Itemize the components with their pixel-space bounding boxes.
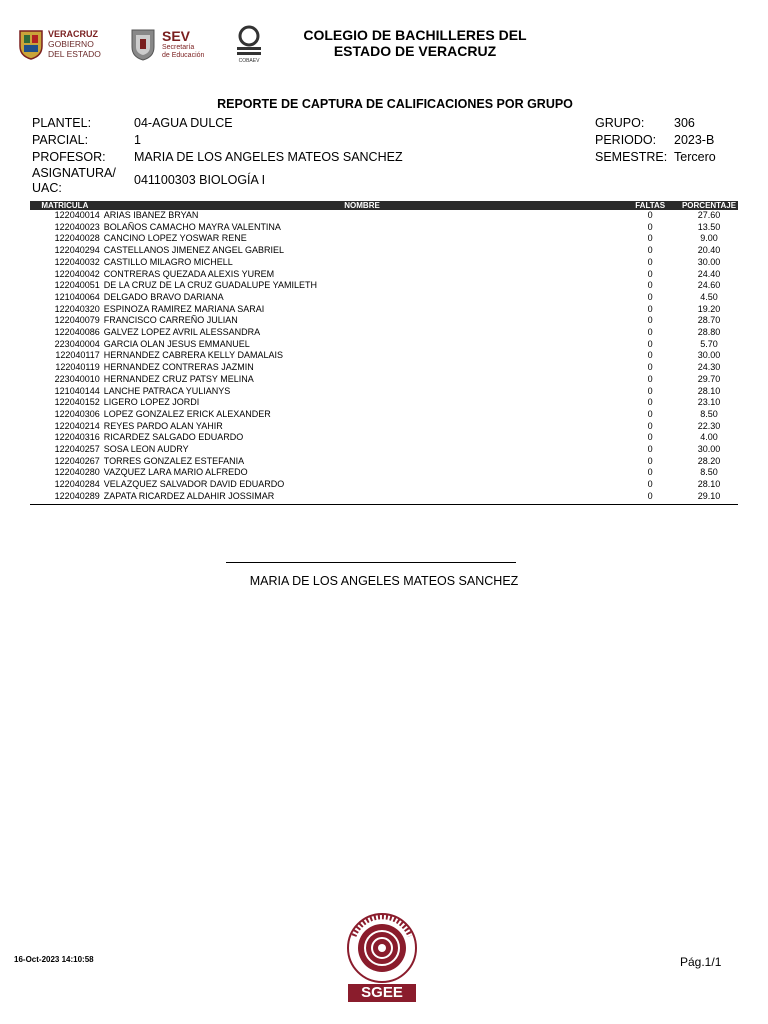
cell-faltas: 0 [647,245,653,256]
profesor-label: PROFESOR: [32,150,106,164]
table-row [30,269,738,281]
cell-matricula: 122040152 [54,397,100,408]
sev-logo-text [162,29,204,60]
header-faltas: FALTAS [620,201,680,210]
cell-nombre: TORRES GONZALEZ ESTEFANIA [103,455,245,466]
cell-porcentaje: 29.10 [697,490,721,501]
cell-matricula: 122040079 [54,315,100,326]
profesor-value: MARIA DE LOS ANGELES MATEOS SANCHEZ [134,150,403,164]
svg-text:COBAEV: COBAEV [238,58,260,64]
cell-faltas: 0 [647,455,653,466]
cell-porcentaje: 19.20 [697,303,721,314]
cell-nombre: GARCIA OLAN JESUS EMMANUEL [103,338,250,349]
cell-nombre: SOSA LEON AUDRY [103,444,189,455]
cell-matricula: 122040032 [54,256,100,267]
report-title: REPORTE DE CAPTURA DE CALIFICACIONES POR GRUPO [217,97,573,111]
asignatura-label-line1: ASIGNATURA/ [32,166,116,180]
table-row [30,233,738,245]
cell-porcentaje: 24.30 [697,362,721,373]
cell-matricula: 122040214 [54,420,100,431]
cell-nombre: RICARDEZ SALGADO EDUARDO [103,432,244,443]
signature-line [226,562,516,563]
cell-faltas: 0 [647,233,653,244]
cell-matricula: 121040144 [54,385,100,396]
cell-nombre: ARIAS IBANEZ BRYAN [103,210,199,220]
cell-faltas: 0 [647,280,653,291]
cell-porcentaje: 28.70 [697,315,721,326]
page-number: Pág.1/1 [680,955,722,969]
cell-nombre: GALVEZ LOPEZ AVRIL ALESSANDRA [103,327,261,338]
cell-faltas: 0 [647,256,653,267]
table-row [30,432,738,444]
table-row [30,421,738,433]
cell-nombre: VELAZQUEZ SALVADOR DAVID EDUARDO [103,479,285,490]
veracruz-logo-line2: GOBIERNO [48,39,94,49]
cell-matricula: 122040316 [54,432,100,443]
print-timestamp: 16-Oct-2023 14:10:58 [14,955,94,964]
cell-matricula: 122040289 [54,490,100,501]
table-row [30,479,738,491]
cell-porcentaje: 8.50 [700,408,718,419]
cell-porcentaje: 27.60 [697,210,721,220]
grades-table-body [30,210,738,503]
institution-title-line2: ESTADO DE VERACRUZ [333,43,497,59]
table-row [30,210,738,222]
cell-nombre: VAZQUEZ LARA MARIO ALFREDO [103,467,248,478]
sev-logo-sub2: de Educación [162,51,205,59]
cell-faltas: 0 [647,408,653,419]
cell-nombre: CASTILLO MILAGRO MICHELL [103,256,233,267]
table-row [30,397,738,409]
cell-faltas: 0 [647,385,653,396]
table-header-row [30,201,738,210]
cell-porcentaje: 30.00 [697,256,721,267]
cell-matricula: 122040257 [54,444,100,455]
cell-faltas: 0 [647,210,653,220]
sev-logo-sub1: Secretaría [162,43,195,51]
parcial-label: PARCIAL: [32,133,89,147]
cell-porcentaje: 8.50 [700,467,718,478]
cobaev-logo [232,24,266,64]
cell-nombre: CANCINO LOPEZ YOSWAR RENE [103,233,247,244]
table-row [30,280,738,292]
grupo-value: 306 [674,116,695,130]
veracruz-logo-line1: VERACRUZ [48,29,99,39]
cell-matricula: 122040280 [54,467,100,478]
institution-title-line1: COLEGIO DE BACHILLERES DEL [303,27,527,43]
cell-faltas: 0 [647,268,653,279]
cell-nombre: LOPEZ GONZALEZ ERICK ALEXANDER [103,408,271,419]
cell-porcentaje: 13.50 [697,221,721,232]
cell-nombre: BOLAÑOS CAMACHO MAYRA VALENTINA [103,221,281,232]
cell-nombre: ZAPATA RICARDEZ ALDAHIR JOSSIMAR [103,490,275,501]
cell-faltas: 0 [647,315,653,326]
cell-matricula: 122040023 [54,221,100,232]
asignatura-label [32,166,116,196]
cell-matricula: 122040294 [54,245,100,256]
table-row [30,456,738,468]
cell-matricula: 122040117 [55,350,100,361]
table-row [30,245,738,257]
plantel-label: PLANTEL: [32,116,92,130]
cell-nombre: DELGADO BRAVO DARIANA [103,291,224,302]
cell-porcentaje: 29.70 [697,373,721,384]
cell-porcentaje: 28.80 [697,327,721,338]
table-bottom-rule [30,504,738,505]
cell-matricula: 122040028 [54,233,100,244]
veracruz-shield-icon [18,28,44,60]
cell-matricula: 122040014 [54,210,100,220]
cell-porcentaje: 28.10 [697,385,721,396]
cell-nombre: DE LA CRUZ DE LA CRUZ GUADALUPE YAMILETH [103,280,317,291]
cell-porcentaje: 9.00 [700,233,718,244]
cell-faltas: 0 [647,303,653,314]
table-row [30,386,738,398]
cell-faltas: 0 [647,444,653,455]
table-row [30,292,738,304]
header-porcentaje: PORCENTAJE [681,201,737,210]
cell-matricula: 122040267 [54,455,100,466]
asignatura-value: 041100303 BIOLOGÍA I [134,173,266,187]
cell-faltas: 0 [647,420,653,431]
cell-porcentaje: 4.50 [700,291,718,302]
header-matricula: MATRICULA [30,201,102,210]
veracruz-government-logo [18,25,118,63]
cell-faltas: 0 [647,467,653,478]
cell-matricula: 122040284 [54,479,100,490]
cell-matricula: 122040042 [54,268,100,279]
periodo-label: PERIODO: [595,133,657,147]
table-row [30,339,738,351]
cell-faltas: 0 [647,490,653,501]
cell-porcentaje: 30.00 [697,350,721,361]
semestre-label: SEMESTRE: [595,150,668,164]
parcial-value: 1 [134,133,141,147]
cell-faltas: 0 [647,221,653,232]
cell-faltas: 0 [647,350,653,361]
cell-nombre: HERNANDEZ CABRERA KELLY DAMALAIS [103,350,283,361]
sgee-wordmark: SGEE [361,984,403,1001]
cell-matricula: 122040306 [54,408,100,419]
periodo-value: 2023-B [674,133,715,147]
grades-table [30,201,738,503]
sev-emblem-icon [128,27,158,61]
cell-porcentaje: 30.00 [697,444,721,455]
header-nombre: NOMBRE [102,201,621,210]
cell-matricula: 122040051 [54,280,100,291]
table-row [30,315,738,327]
cell-faltas: 0 [647,291,653,302]
cell-faltas: 0 [647,397,653,408]
sgee-seal-logo [344,912,420,1004]
cell-faltas: 0 [647,327,653,338]
grupo-label: GRUPO: [595,116,645,130]
table-row [30,374,738,386]
cell-porcentaje: 24.60 [697,280,721,291]
veracruz-logo-line3: DEL ESTADO [48,49,101,59]
cell-matricula: 122040320 [54,303,100,314]
cell-porcentaje: 5.70 [700,338,718,349]
table-row [30,257,738,269]
cell-porcentaje: 23.10 [697,397,721,408]
cell-porcentaje: 28.20 [697,455,721,466]
table-row [30,222,738,234]
cell-porcentaje: 4.00 [700,432,718,443]
cell-faltas: 0 [647,362,653,373]
signature-name: MARIA DE LOS ANGELES MATEOS SANCHEZ [249,574,519,588]
table-row [30,491,738,503]
table-row [30,327,738,339]
cell-nombre: HERNANDEZ CRUZ PATSY MELINA [103,373,254,384]
table-row [30,467,738,479]
cell-nombre: HERNANDEZ CONTRERAS JAZMIN [103,362,254,373]
cell-porcentaje: 20.40 [697,245,721,256]
cell-porcentaje: 24.40 [697,268,721,279]
sev-logo-title: SEV [162,27,191,44]
table-row [30,362,738,374]
cell-nombre: ESPINOZA RAMIREZ MARIANA SARAI [103,303,265,314]
cell-faltas: 0 [647,373,653,384]
cell-matricula: 121040064 [54,291,100,302]
cobaev-emblem-icon [232,24,266,64]
cell-nombre: FRANCISCO CARREÑO JULIAN [103,315,238,326]
cell-matricula: 122040086 [54,327,100,338]
table-row [30,409,738,421]
cell-porcentaje: 22.30 [697,420,721,431]
sev-logo [128,25,220,63]
cell-matricula: 122040119 [55,362,100,373]
cell-porcentaje: 28.10 [697,479,721,490]
cell-faltas: 0 [647,432,653,443]
cell-matricula: 223040010 [54,373,100,384]
table-row [30,444,738,456]
cell-faltas: 0 [647,479,653,490]
institution-title [270,27,560,59]
plantel-value: 04-AGUA DULCE [134,116,233,130]
cell-faltas: 0 [647,338,653,349]
cell-nombre: LIGERO LOPEZ JORDI [103,397,200,408]
cell-nombre: CASTELLANOS JIMENEZ ANGEL GABRIEL [103,245,284,256]
cell-nombre: LANCHE PATRACA YULIANYS [103,385,231,396]
asignatura-label-line2: UAC: [32,181,62,195]
cell-nombre: REYES PARDO ALAN YAHIR [103,420,223,431]
cell-nombre: CONTRERAS QUEZADA ALEXIS YUREM [103,268,275,279]
table-row [30,304,738,316]
table-row [30,350,738,362]
veracruz-logo-text [48,29,101,59]
semestre-value: Tercero [674,150,716,164]
cell-matricula: 223040004 [54,338,100,349]
